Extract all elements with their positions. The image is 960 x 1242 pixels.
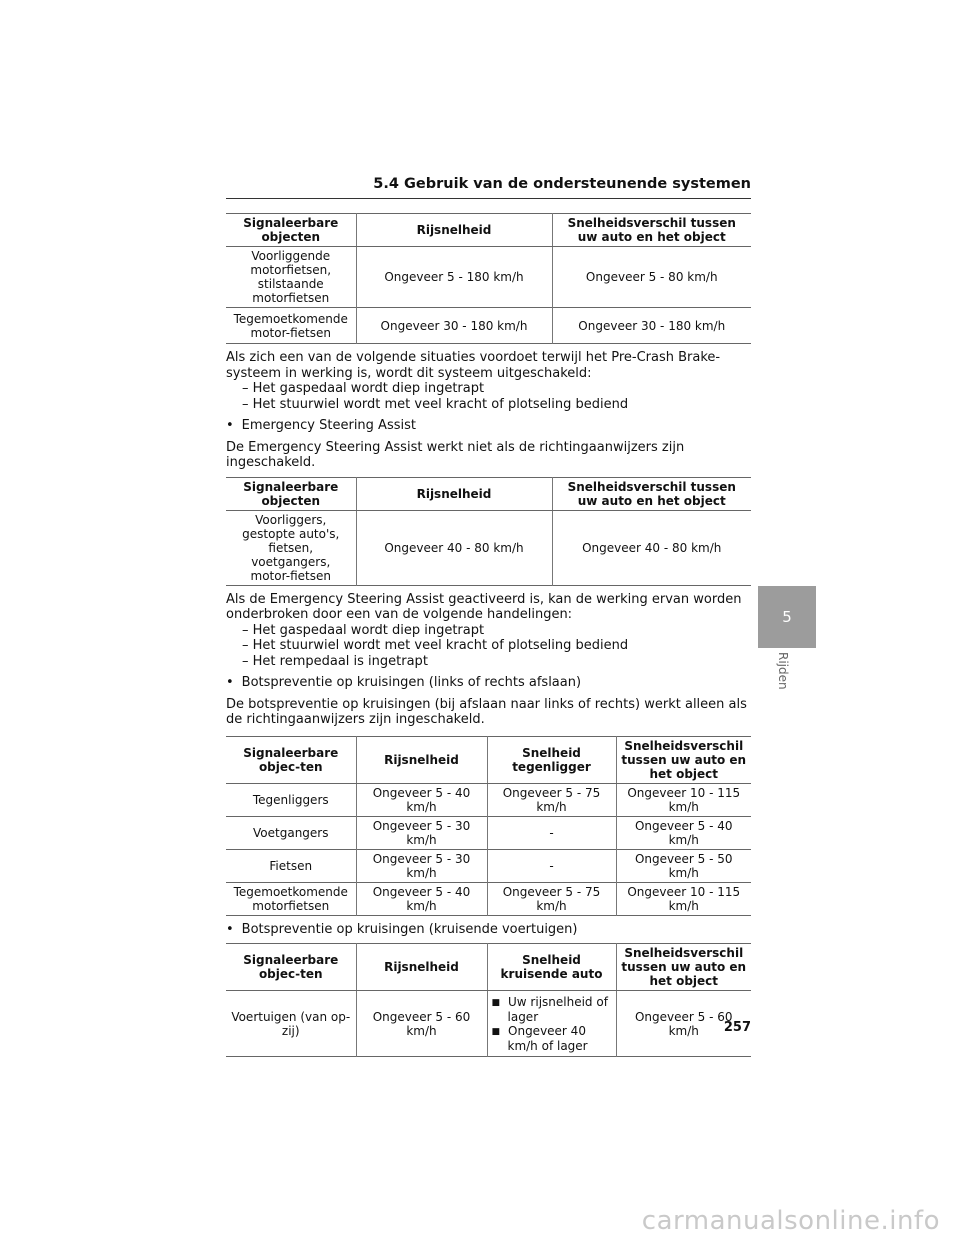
table-row: [226, 510, 751, 585]
table-header-cell: Snelheidsverschil tussen uw auto en het object: [616, 944, 751, 991]
table-row: [226, 882, 751, 915]
table-header-row: [226, 477, 751, 510]
table-cell: -: [487, 816, 616, 849]
chapter-tab: 5: [758, 586, 816, 648]
paragraph: Als zich een van de volgende situaties voordoet terwijl het Pre-Crash Brake-systeem in werking is, wordt dit systeem uitgeschakeld:: [226, 350, 721, 381]
bullet-item: [226, 675, 751, 691]
table-cell: Voertuigen (van op-zij): [226, 991, 356, 1057]
table-row: [226, 991, 751, 1057]
table-cell: Ongeveer 5 - 40 km/h: [616, 816, 751, 849]
header-rule: [226, 198, 751, 199]
table-cell: Ongeveer 30 - 180 km/h: [552, 308, 751, 344]
list-item: – Het stuurwiel wordt met veel kracht of plotseling bediend: [242, 638, 629, 653]
bullet-text: Botspreventie op kruisingen (links of rechts afslaan): [241, 675, 582, 690]
table-cell: Ongeveer 10 - 115 km/h: [616, 882, 751, 915]
section-ess-interruption: [226, 592, 751, 728]
list-item: – Het stuurwiel wordt met veel kracht of plotseling bediend: [242, 396, 629, 412]
table-cell: Ongeveer 5 - 60 km/h: [356, 991, 487, 1057]
table-header-cell: Signaleerbare objec-ten: [226, 944, 356, 991]
bullet-item: [226, 922, 751, 938]
table-row: [226, 849, 751, 882]
table-header-cell: Signaleerbare objec-ten: [226, 736, 356, 783]
table-pre-crash-brake-motorcycles: [226, 213, 751, 344]
table-crossing-vehicles: [226, 943, 751, 1057]
table-header-cell: Rijsnelheid: [356, 736, 487, 783]
table-header-cell: Snelheidsverschil tussen uw auto en het object: [616, 736, 751, 783]
watermark: carmanualsonline.info: [641, 1206, 940, 1236]
running-header: 5.4 Gebruik van de ondersteunende systemen: [373, 176, 751, 192]
table-cell: Ongeveer 30 - 180 km/h: [356, 308, 552, 344]
table-cell: Ongeveer 5 - 40 km/h: [356, 783, 487, 816]
table-header-cell: Rijsnelheid: [356, 944, 487, 991]
table-row: [226, 308, 751, 344]
table-cell: -: [487, 849, 616, 882]
table-header-cell: Rijsnelheid: [356, 477, 552, 510]
table-cell: Ongeveer 5 - 60 km/h: [616, 991, 751, 1057]
table-header-cell: Snelheidsverschil tussen uw auto en het object: [552, 477, 751, 510]
list-item-text: Ongeveer 40 km/h of lager: [507, 1023, 588, 1053]
table-cell: Ongeveer 5 - 75 km/h: [487, 783, 616, 816]
table-cell: Ongeveer 5 - 50 km/h: [616, 849, 751, 882]
list-item-text: Uw rijsnelheid of lager: [507, 994, 608, 1024]
table-cell: Tegemoetkomende motorfietsen: [226, 882, 356, 915]
table-header-row: [226, 944, 751, 991]
table-cell: Ongeveer 40 - 80 km/h: [552, 510, 751, 585]
table-cell: Ongeveer 5 - 80 km/h: [552, 247, 751, 308]
table-cell: Ongeveer 5 - 75 km/h: [487, 882, 616, 915]
list-item: [492, 1024, 612, 1053]
table-cell: Tegenliggers: [226, 783, 356, 816]
table-header-row: [226, 214, 751, 247]
table-row: [226, 783, 751, 816]
table-cell: [487, 991, 616, 1057]
bullet-text: Emergency Steering Assist: [241, 418, 416, 433]
table-cell: Fietsen: [226, 849, 356, 882]
table-header-cell: Signaleerbare objecten: [226, 477, 356, 510]
table-emergency-steering-assist: [226, 477, 751, 586]
bullet-item: [226, 418, 751, 434]
table-cell: Ongeveer 10 - 115 km/h: [616, 783, 751, 816]
table-row: [226, 816, 751, 849]
table-header-row: [226, 736, 751, 783]
page-content: [226, 213, 751, 1057]
table-cell: Voorliggers, gestopte auto's, fietsen, voetgangers, motor-fietsen: [226, 510, 356, 585]
paragraph: De botspreventie op kruisingen (bij afslaan naar links of rechts) werkt alleen als de richtingaanwijzers zijn ingeschakeld.: [226, 696, 747, 727]
table-row: [226, 247, 751, 308]
table-cell: Voetgangers: [226, 816, 356, 849]
list-item: – Het gaspedaal wordt diep ingetrapt: [242, 381, 485, 396]
list-item: [492, 995, 612, 1024]
table-cell: Tegemoetkomende motor-fietsen: [226, 308, 356, 344]
list-item: – Het gaspedaal wordt diep ingetrapt: [242, 622, 485, 638]
table-header-cell: Snelheid kruisende auto: [487, 944, 616, 991]
table-cell: Ongeveer 5 - 30 km/h: [356, 849, 487, 882]
table-header-cell: Snelheid tegenligger: [487, 736, 616, 783]
list-item: – Het rempedaal is ingetrapt: [242, 653, 428, 669]
table-cell: Ongeveer 5 - 30 km/h: [356, 816, 487, 849]
crossing-speed-list: [492, 995, 612, 1053]
table-header-cell: Snelheidsverschil tussen uw auto en het object: [552, 214, 751, 247]
table-cell: Ongeveer 5 - 180 km/h: [356, 247, 552, 308]
paragraph: De Emergency Steering Assist werkt niet als de richtingaanwijzers zijn ingeschakeld.: [226, 439, 685, 470]
table-cell: Ongeveer 5 - 40 km/h: [356, 882, 487, 915]
section-crossing-vehicles: [226, 922, 751, 938]
section-deactivation-pre-crash: [226, 350, 751, 471]
table-header-cell: Signaleerbare objecten: [226, 214, 356, 247]
table-turning-collision-prevention: [226, 736, 751, 916]
table-cell: Voorliggende motorfietsen, stilstaande motorfietsen: [226, 247, 356, 308]
page-number: 257: [723, 1020, 751, 1035]
table-header-cell: Rijsnelheid: [356, 214, 552, 247]
square-bullet-icon: [492, 1024, 509, 1038]
table-cell: Ongeveer 40 - 80 km/h: [356, 510, 552, 585]
bullet-text: Botspreventie op kruisingen (kruisende voertuigen): [241, 921, 578, 937]
paragraph: Als de Emergency Steering Assist geactiveerd is, kan de werking ervan worden onderbroken door een van de volgende handelingen:: [226, 591, 742, 622]
chapter-label: Rijden: [776, 652, 790, 690]
square-bullet-icon: [492, 995, 509, 1009]
